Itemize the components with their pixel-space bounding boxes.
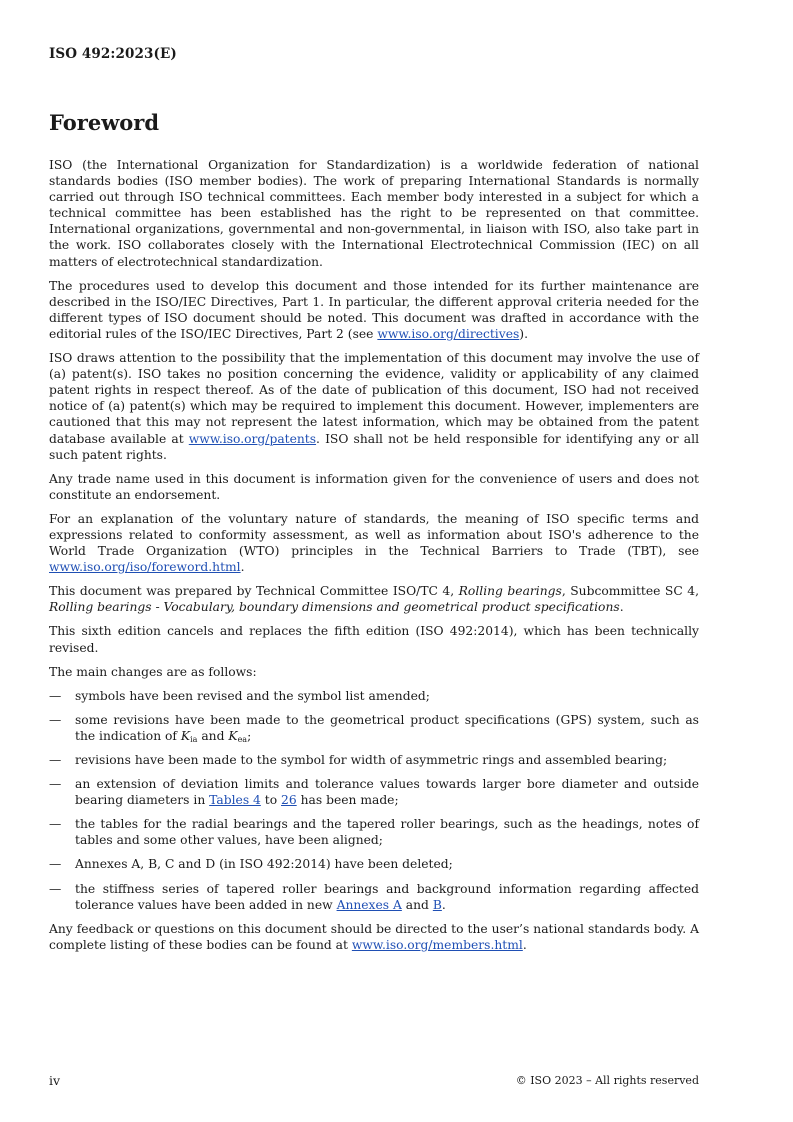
list-dash: —	[49, 777, 62, 792]
list-item-text: to	[260, 793, 282, 808]
foreword-body	[49, 157, 699, 961]
annex-a-link[interactable]: Annexes A	[336, 897, 402, 912]
paragraph-text: , Subcommittee SC 4,	[561, 584, 699, 599]
annex-b-link[interactable]: B	[432, 897, 442, 912]
paragraph-text: . ISO shall not be held responsible for identifying any or all such patent rights.	[49, 431, 699, 462]
paragraph-iso-intro: ISO (the International Organization for Standardization) is a worldwide federation of national standards bodies (ISO member bodies). The work of preparing International Standards is normally carried out through ISO technical committees. Each member body interested in a subject for which a technical committee has been established has the right to be represented on that committee. International organizations, governmental and non-governmental, in liaison with ISO, also take part in the work. ISO collaborates closely with the International Electrotechnical Commission (IEC) on all matters of electrotechnical standardization.	[49, 158, 699, 269]
list-dash: —	[49, 881, 62, 896]
list-item	[49, 712, 699, 744]
list-item-text: some revisions have been made to the geometrical product specifications (GPS) system, such as the indication of	[75, 712, 699, 743]
list-item	[49, 688, 699, 704]
symbol-subscript: ea	[237, 734, 248, 744]
committee-title: Rolling bearings	[458, 584, 562, 599]
members-link[interactable]: www.iso.org/members.html	[351, 937, 523, 952]
list-item-text: symbols have been revised and the symbol list amended;	[75, 688, 430, 703]
paragraph-text: .	[619, 600, 624, 615]
symbol-k: K	[180, 728, 191, 743]
directives-link[interactable]: www.iso.org/directives	[377, 326, 520, 341]
subcommittee-title: Rolling bearings - Vocabulary, boundary dimensions and geometrical product specifications	[49, 600, 620, 615]
list-item-text: and	[401, 897, 433, 912]
list-item	[49, 856, 699, 872]
paragraph-trade-name: Any trade name used in this document is information given for the convenience of users and does not constitute an endorsement.	[49, 471, 699, 502]
list-item-text: has been made;	[296, 793, 399, 808]
list-item	[49, 816, 699, 848]
list-dash: —	[49, 817, 62, 832]
table-26-link[interactable]: 26	[281, 793, 297, 808]
paragraph-text: This document was prepared by Technical Committee ISO/TC 4,	[49, 584, 459, 599]
paragraph-voluntary-nature	[49, 511, 699, 575]
copyright-notice: © ISO 2023 – All rights reserved	[515, 1074, 699, 1087]
list-item-text: the stiffness series of tapered roller bearings and background information regarding affected tolerance values have been added in new	[75, 881, 699, 912]
list-item-text: ;	[247, 728, 252, 743]
patents-link[interactable]: www.iso.org/patents	[188, 431, 317, 446]
list-dash: —	[49, 857, 62, 872]
page-number: iv	[49, 1073, 61, 1088]
list-item	[49, 752, 699, 768]
list-item-text: revisions have been made to the symbol for width of asymmetric rings and assembled bearing;	[75, 753, 668, 767]
foreword-link[interactable]: www.iso.org/iso/foreword.html	[49, 560, 241, 575]
paragraph-text: Any feedback or questions on this document should be directed to the user’s national standards body. A complete listing of these bodies can be found at	[49, 921, 699, 952]
list-item-text: the tables for the radial bearings and the tapered roller bearings, such as the headings, notes of tables and some other values, have been aligned;	[75, 817, 699, 848]
list-item-text: an extension of deviation limits and tolerance values towards larger bore diameter and outside bearing diameters in	[75, 777, 699, 808]
document-id-header: ISO 492:2023(E)	[49, 46, 177, 62]
tables-4-link[interactable]: Tables 4	[209, 793, 261, 808]
paragraph-main-changes: The main changes are as follows:	[49, 664, 257, 679]
paragraph-feedback	[49, 921, 699, 953]
list-item-text: and	[197, 728, 229, 743]
list-item-text: Annexes A, B, C and D (in ISO 492:2014) have been deleted;	[75, 857, 453, 872]
changes-list	[49, 688, 699, 913]
paragraph-patents	[49, 350, 699, 463]
paragraph-text: .	[240, 560, 245, 575]
paragraph-text: ).	[519, 326, 528, 341]
paragraph-text: The procedures used to develop this document and those intended for its further maintenance are described in the ISO/IEC Directives, Part 1. In particular, the different approval criteria needed for the different types of ISO document should be noted. This document was drafted in accordance with the editorial rules of the ISO/IEC Directives, Part 2 (see	[49, 278, 699, 341]
list-item	[49, 776, 699, 808]
paragraph-procedures	[49, 278, 699, 342]
symbol-k: K	[228, 728, 238, 743]
paragraph-text: .	[522, 937, 527, 952]
page-title: Foreword	[49, 110, 160, 135]
list-dash: —	[49, 712, 62, 727]
paragraph-edition: This sixth edition cancels and replaces the fifth edition (ISO 492:2014), which has been technically revised.	[49, 624, 699, 655]
list-item	[49, 881, 699, 913]
list-dash: —	[49, 753, 62, 767]
paragraph-text: ISO draws attention to the possibility that the implementation of this document may involve the use of (a) patent(s). ISO takes no position concerning the evidence, validity or applicability of any claimed patent rights in respect thereof. As of the date of publication of this document, ISO had not received notice of (a) patent(s) which may be required to implement this document. However, implementers are cautioned that this may not represent the latest information, which may be obtained from the patent database available at	[49, 351, 699, 446]
list-item-text: .	[441, 897, 446, 912]
symbol-subscript: ia	[190, 734, 198, 744]
paragraph-text: For an explanation of the voluntary nature of standards, the meaning of ISO specific terms and expressions related to conformity assessment, as well as information about ISO's adherence to the World Trade Organization (WTO) principles in the Technical Barriers to Trade (TBT), see	[49, 511, 699, 559]
paragraph-committee	[49, 583, 699, 615]
list-dash: —	[49, 688, 62, 703]
